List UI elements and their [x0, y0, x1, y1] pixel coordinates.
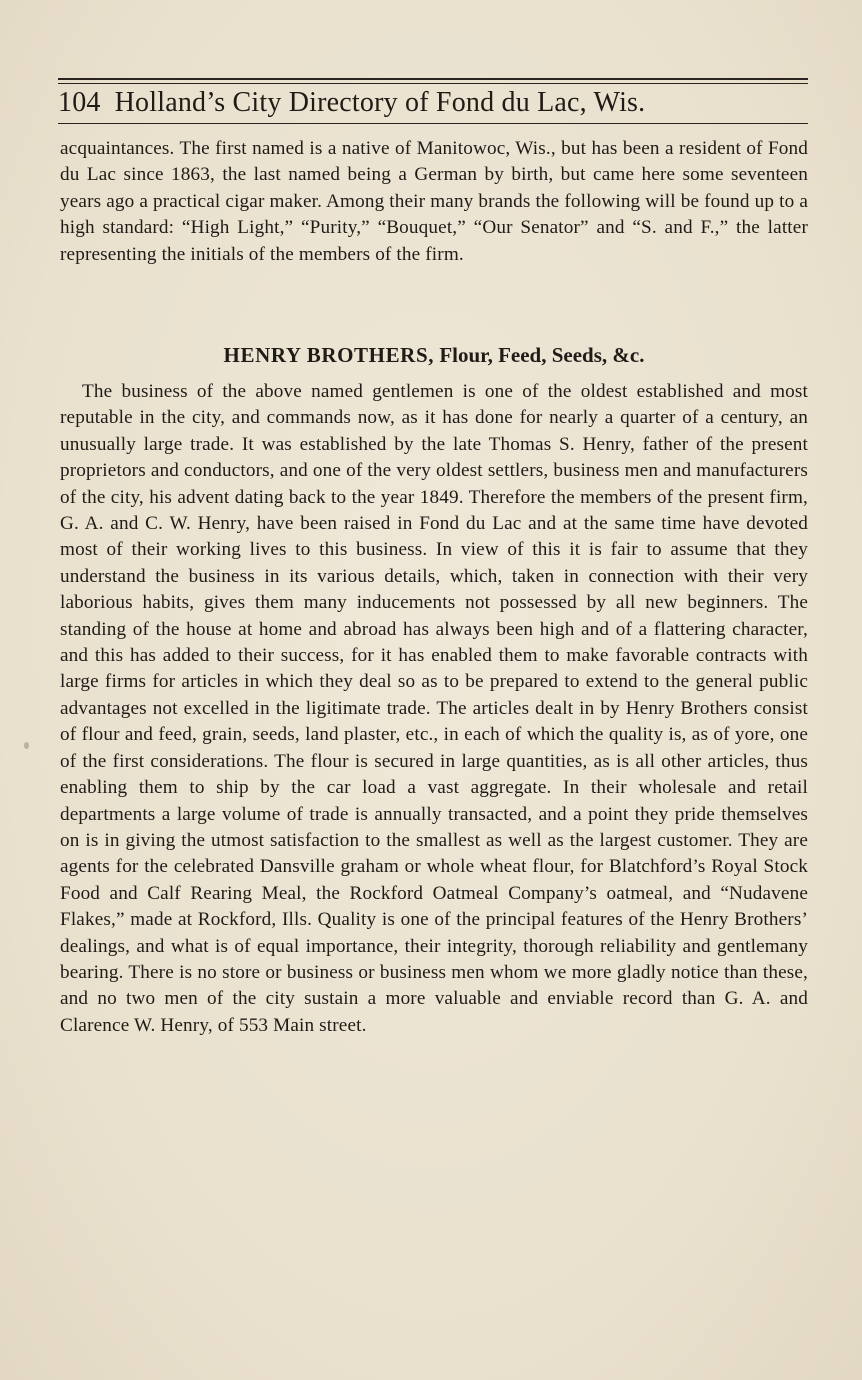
business-name: HENRY BROTHERS, — [223, 343, 435, 367]
page-number: 104 — [58, 87, 101, 118]
header-double-rule-top — [58, 78, 808, 80]
intro-paragraph: acquaintances. The first named is a native of Manitowoc, Wis., but has been a resident of Fond du Lac since 1863, the last named being a German by birth, but came here some seventeen years ago a practical cigar maker. Among their many brands the following will be found up to a high standard: “High Light,” “Purity,” “Bouquet,” “Our Senator” and “S. and F.,” the latter representing the initials of the members of the firm. — [60, 138, 808, 265]
business-trade: Flour, Feed, Seeds, &c. — [439, 343, 645, 367]
running-header — [58, 86, 808, 120]
business-description: The business of the above named gentlemen is one of the oldest established and most reputable in the city, and commands now, as it has done for nearly a quarter of a century, an unusually large trade. It was established by the late Thomas S. Henry, father of the present proprietors and conductors, and one of the very oldest settlers, business men and manufacturers of the city, his advent dating back to the year 1849. Therefore the members of the present firm, G. A. and C. W. Henry, have been raised in Fond du Lac and at the same time have devoted most of their working lives to this business. In view of this it is fair to assume that they understand the business in its various details, which, taken in connection with their very laborious habits, gives them many inducements not possessed by all new beginners. The standing of the house at home and abroad has always been high and of a flattering character, and this has added to their success, for it has enabled them to make favorable contracts with large firms for articles in which they deal so as to be prepared to extend to the general public advantages not excelled in the ligitimate trade. The articles dealt in by Henry Brothers consist of flour and feed, grain, seeds, land plaster, etc., in each of which the quality is, as of yore, one of the first considerations. The flour is secured in large quantities, as is all other articles, thus enabling them to ship by the car load a vast aggregate. In their wholesale and retail departments a large volume of trade is annually transacted, and a point they pride themselves on is in giving the utmost satisfaction to the smallest as well as the largest customer. They are agents for the celebrated Dansville graham or whole wheat flour, for Blatchford’s Royal Stock Food and Calf Rearing Meal, the Rockford Oatmeal Company’s oatmeal, and “Nudavene Flakes,” made at Rockford, Ills. Quality is one of the principal features of the Henry Brothers’ dealings, and what is of equal importance, their integrity, thorough reliability and gentlemany bearing. There is no store or business or business men whom we more gladly notice than these, and no two men of the city sustain a more valuable and enviable record than G. A. and Clarence W. Henry, of 553 Main street. — [60, 381, 808, 1036]
paper-speck — [24, 742, 29, 749]
header-double-rule-bottom — [58, 83, 808, 84]
section-heading — [60, 340, 808, 370]
running-title: Holland’s City Directory of Fond du Lac, Wis. — [114, 87, 646, 118]
header-underline — [58, 123, 808, 124]
